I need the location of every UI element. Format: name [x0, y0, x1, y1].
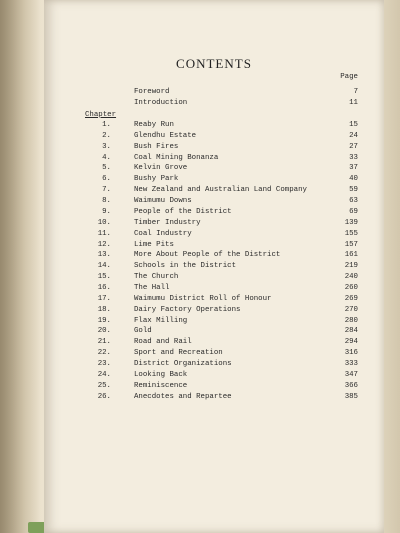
- chapter-number: 12.: [97, 240, 111, 249]
- entry-title: Foreword: [134, 88, 170, 96]
- chapter-title: Waimumu District Roll of Honour: [134, 294, 272, 303]
- chapter-number: 23.: [97, 359, 111, 368]
- chapter-page: 316: [344, 349, 358, 358]
- chapter-page: 270: [344, 305, 358, 314]
- chapter-page: 240: [344, 273, 358, 281]
- chapter-title: More About People of the District: [134, 251, 281, 260]
- entry-title: Introduction: [134, 99, 188, 107]
- chapter-number: 2.: [102, 131, 111, 140]
- chapter-title: People of the District: [134, 207, 232, 216]
- chapter-number: 7.: [102, 186, 111, 195]
- chapter-page: 269: [344, 294, 358, 303]
- chapter-row: [44, 262, 384, 272]
- chapter-number: 1.: [102, 121, 111, 129]
- chapter-page: 366: [344, 381, 358, 390]
- chapter-page: 69: [349, 207, 358, 216]
- book-gutter: [0, 0, 42, 533]
- chapter-number: 18.: [97, 305, 111, 314]
- chapter-row: [44, 208, 384, 218]
- chapter-row: [44, 197, 384, 207]
- chapter-title: Bushy Park: [134, 175, 179, 184]
- chapter-row: [44, 219, 384, 229]
- chapter-row: [44, 132, 384, 142]
- chapter-title: Dairy Factory Operations: [134, 305, 241, 314]
- chapter-title: Reminiscence: [134, 381, 188, 390]
- chapter-row: [44, 382, 384, 392]
- chapter-page: 219: [344, 262, 358, 271]
- chapter-number: 11.: [97, 229, 111, 238]
- page-column-header: Page: [340, 73, 358, 81]
- chapter-title: Coal Industry: [134, 229, 192, 238]
- page-title: CONTENTS: [176, 56, 252, 71]
- chapter-row: [44, 121, 384, 131]
- chapter-title: New Zealand and Australian Land Company: [134, 186, 307, 195]
- chapter-row: [44, 360, 384, 370]
- chapter-number: 6.: [102, 175, 111, 184]
- chapter-title: Kelvin Grove: [134, 164, 188, 173]
- chapter-number: 20.: [97, 327, 111, 336]
- chapter-row: [44, 317, 384, 327]
- chapter-title: Looking Back: [134, 370, 188, 379]
- chapter-page: 333: [344, 359, 358, 368]
- entry-page: 7: [353, 88, 358, 96]
- chapter-title: District Organizations: [134, 359, 232, 368]
- chapter-number: 22.: [97, 349, 111, 358]
- chapter-page: 59: [349, 186, 358, 195]
- chapter-row: [44, 143, 384, 153]
- chapter-title: Bush Fires: [134, 142, 179, 151]
- chapter-page: 155: [344, 229, 358, 238]
- chapter-number: 17.: [97, 294, 111, 303]
- chapter-number: 9.: [102, 207, 111, 216]
- front-matter-row: [44, 88, 384, 98]
- chapter-page: 260: [344, 283, 358, 292]
- chapter-number: 10.: [97, 218, 111, 227]
- chapter-number: 4.: [102, 153, 111, 162]
- chapter-row: [44, 175, 384, 185]
- chapter-row: [44, 284, 384, 294]
- chapter-number: 26.: [97, 392, 111, 401]
- chapter-row: [44, 393, 384, 403]
- chapter-row: [44, 251, 384, 261]
- chapter-title: Sport and Recreation: [134, 349, 223, 358]
- chapter-row: [44, 241, 384, 251]
- chapter-number: 8.: [102, 197, 111, 205]
- chapter-number: 14.: [97, 262, 111, 271]
- chapter-title: The Church: [134, 273, 179, 281]
- chapter-title: Schools in the District: [134, 262, 237, 271]
- chapter-page: 385: [344, 392, 358, 401]
- chapter-page: 139: [344, 218, 358, 227]
- chapter-page: 63: [349, 197, 358, 205]
- chapter-title: Flax Milling: [134, 316, 188, 325]
- chapter-title: Glendhu Estate: [134, 131, 197, 140]
- chapter-title: Road and Rail: [134, 338, 192, 347]
- chapter-page: 161: [344, 251, 358, 260]
- chapter-page: 294: [344, 338, 358, 347]
- chapter-page: 33: [349, 153, 358, 162]
- chapter-page: 15: [349, 121, 358, 129]
- chapter-number: 21.: [97, 338, 111, 347]
- chapter-number: 15.: [97, 273, 111, 281]
- chapter-row: [44, 327, 384, 337]
- chapter-row: [44, 295, 384, 305]
- chapter-row: [44, 154, 384, 164]
- chapter-row: [44, 186, 384, 196]
- chapter-number: 5.: [102, 164, 111, 173]
- entry-page: 11: [349, 99, 358, 107]
- chapter-page: 280: [344, 316, 358, 325]
- front-matter-row: [44, 99, 384, 109]
- chapter-number: 16.: [97, 283, 111, 292]
- chapter-page: 40: [349, 175, 358, 184]
- contents-page: [44, 0, 384, 533]
- chapter-row: [44, 164, 384, 174]
- chapter-page: 157: [344, 240, 358, 249]
- chapter-row: [44, 349, 384, 359]
- chapter-row: [44, 371, 384, 381]
- chapter-row: [44, 306, 384, 316]
- chapter-title: Lime Pits: [134, 240, 174, 249]
- chapter-page: 27: [349, 142, 358, 151]
- chapter-title: Reaby Run: [134, 121, 174, 129]
- chapter-number: 25.: [97, 381, 111, 390]
- chapter-title: Waimumu Downs: [134, 197, 192, 205]
- chapter-page: 24: [349, 131, 358, 140]
- chapter-title: Timber Industry: [134, 218, 201, 227]
- chapter-page: 284: [344, 327, 358, 336]
- chapter-number: 13.: [97, 251, 111, 260]
- chapter-page: 37: [349, 164, 358, 173]
- chapter-number: 19.: [97, 316, 111, 325]
- chapter-title: Anecdotes and Repartee: [134, 392, 232, 401]
- chapter-number: 24.: [97, 370, 111, 379]
- chapter-number: 3.: [102, 142, 111, 151]
- chapter-column-header: Chapter: [85, 111, 117, 119]
- chapter-title: The Hall: [134, 283, 170, 292]
- chapter-title: Coal Mining Bonanza: [134, 153, 219, 162]
- chapter-row: [44, 273, 384, 283]
- chapter-title: Gold: [134, 327, 152, 336]
- chapter-row: [44, 338, 384, 348]
- chapter-page: 347: [344, 370, 358, 379]
- chapter-row: [44, 230, 384, 240]
